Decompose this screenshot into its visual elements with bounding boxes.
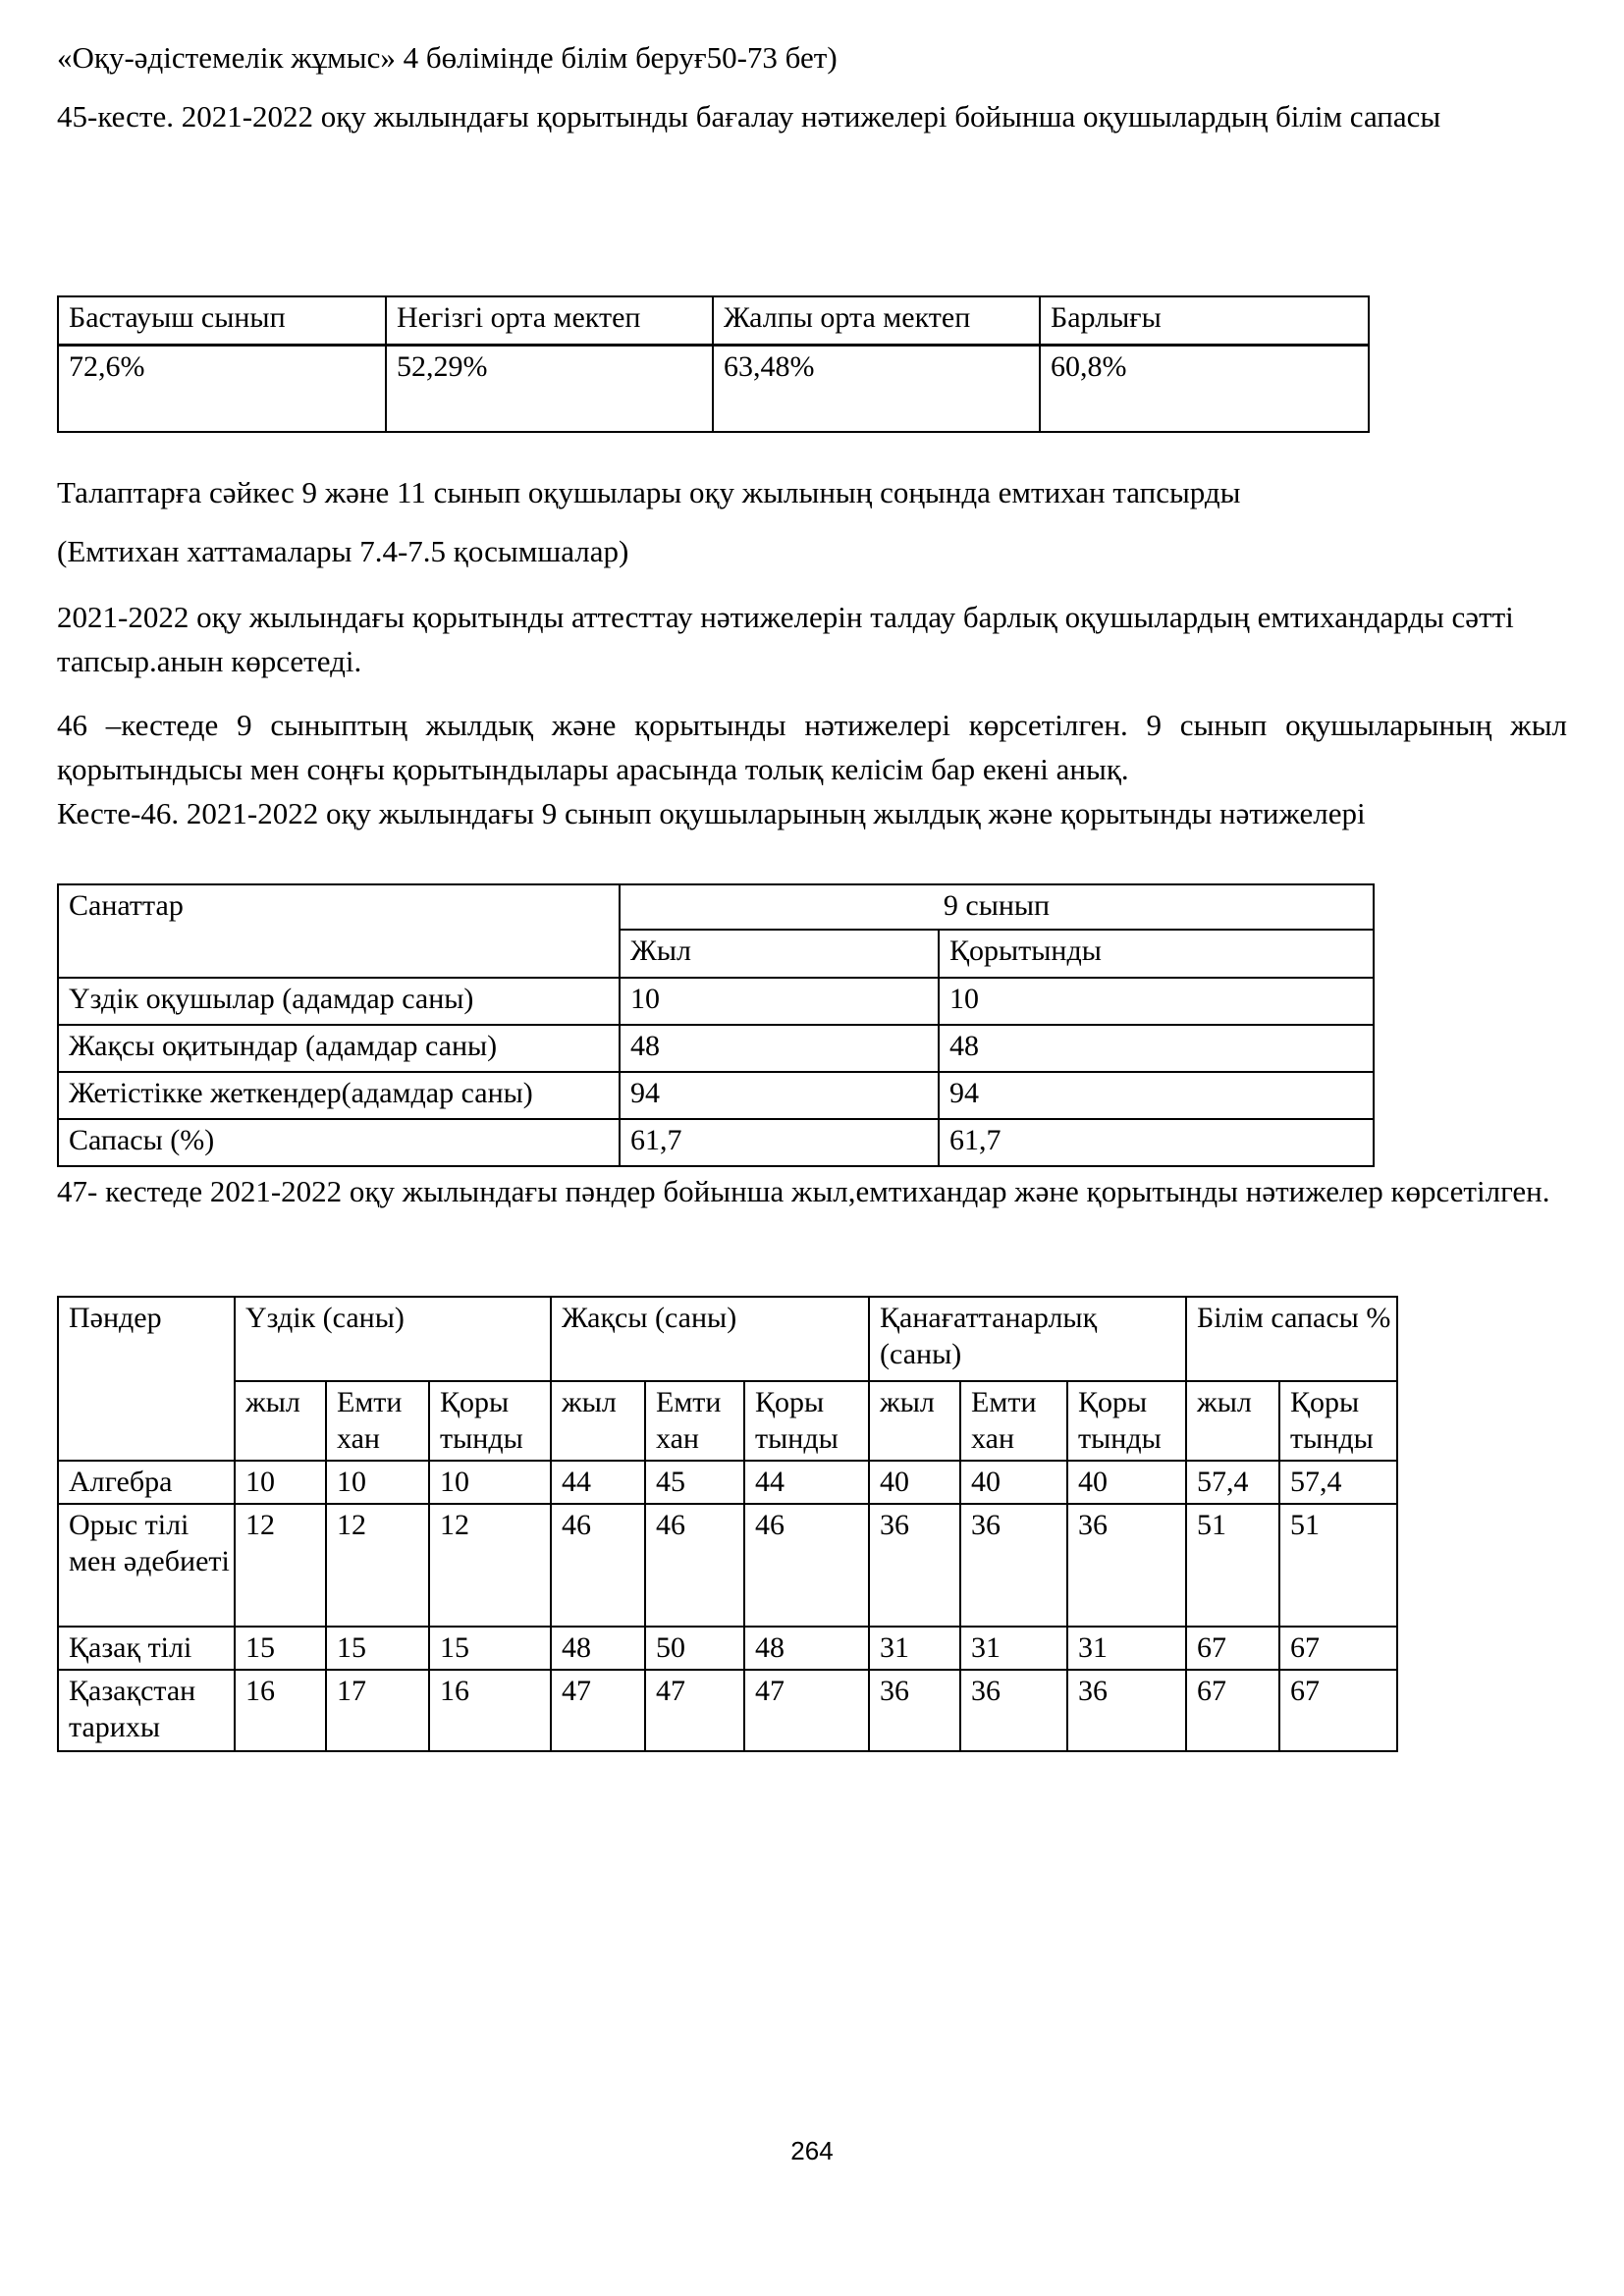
t47-cell: 44	[551, 1461, 645, 1504]
t47-group-satisfactory: Қанағаттанарлық (саны)	[869, 1297, 1186, 1381]
t47-cell: 40	[869, 1461, 960, 1504]
t47-subheader-year: жыл	[869, 1381, 960, 1461]
table-row	[58, 1072, 1374, 1119]
t47-group-quality: Білім сапасы %	[1186, 1297, 1397, 1381]
page-number: 264	[790, 2136, 834, 2165]
t47-cell: 15	[235, 1627, 326, 1670]
table-row	[58, 1461, 1397, 1504]
t47-cell: 36	[869, 1670, 960, 1751]
t46-row-label: Үздік оқушылар (адамдар саны)	[58, 978, 620, 1025]
t47-cell: 47	[744, 1670, 869, 1751]
t47-subheader-exam: Емти хан	[645, 1381, 744, 1461]
table-row	[58, 884, 1374, 930]
table-row	[58, 1504, 1397, 1627]
t47-cell: 40	[1067, 1461, 1186, 1504]
t47-cell: 47	[551, 1670, 645, 1751]
table45-caption: 45-кесте. 2021-2022 оқу жылындағы қорытынды бағалау нәтижелері бойынша оқушылардың білім сапасы	[57, 99, 1441, 133]
t47-cell: 67	[1279, 1670, 1397, 1751]
t46-cell-year: 48	[620, 1025, 939, 1072]
t45-value-general: 63,48%	[713, 346, 1040, 433]
t45-header-general: Жалпы орта мектеп	[713, 296, 1040, 346]
intro-line: «Оқу-әдістемелік жұмыс» 4 бөлімінде білім беруғ50-73 бет)	[57, 40, 838, 75]
t47-cell: 10	[326, 1461, 429, 1504]
t46-row-label: Жетістікке жеткендер(адамдар саны)	[58, 1072, 620, 1119]
table-row	[58, 346, 1369, 433]
t46-cell-year: 61,7	[620, 1119, 939, 1166]
t46-header-categories: Санаттар	[58, 884, 620, 978]
t46-cell-final: 48	[939, 1025, 1374, 1072]
t46-cell-final: 94	[939, 1072, 1374, 1119]
t47-subheader-exam: Емти хан	[326, 1381, 429, 1461]
table-row	[58, 1670, 1397, 1751]
t46-cell-final: 61,7	[939, 1119, 1374, 1166]
paragraph-keste46-intro: 46 –кестеде 9 сыныптың жылдық және қорытынды нәтижелері көрсетілген. 9 сынып оқушыларының жыл қорытындысы мен соңғы қорытындылары арасында толық келісім бар екені анық.	[57, 708, 1567, 786]
t45-header-basic: Негізгі орта мектеп	[386, 296, 713, 346]
t46-header-final: Қорытынды	[939, 930, 1374, 978]
t47-cell: 10	[235, 1461, 326, 1504]
t46-row-label: Сапасы (%)	[58, 1119, 620, 1166]
t47-subheader-year: жыл	[235, 1381, 326, 1461]
t47-cell: 31	[960, 1627, 1067, 1670]
t47-cell: 45	[645, 1461, 744, 1504]
paragraph-attestau: 2021-2022 оқу жылындағы қорытынды аттесттау нәтижелерін талдау барлық оқушылардың емтихандарды сәтті тапсыр.анын көрсетеді.	[57, 600, 1514, 678]
t47-subheader-final: Қоры тынды	[1067, 1381, 1186, 1461]
t47-subject: Орыс тілі мен әдебиеті	[58, 1504, 235, 1627]
t47-subheader-final: Қоры тынды	[429, 1381, 551, 1461]
t47-header-subjects: Пәндер	[58, 1297, 235, 1461]
paragraph-talaptarga: Талаптарға сәйкес 9 және 11 сынып оқушылары оқу жылының соңында емтихан тапсырды	[57, 475, 1241, 509]
t47-cell: 36	[869, 1504, 960, 1627]
t45-value-basic: 52,29%	[386, 346, 713, 433]
table-row	[58, 978, 1374, 1025]
t47-cell: 67	[1186, 1627, 1279, 1670]
t47-group-excellent: Үздік (саны)	[235, 1297, 551, 1381]
t47-cell: 47	[645, 1670, 744, 1751]
table-row	[58, 1627, 1397, 1670]
t47-subject: Қазақстан тарихы	[58, 1670, 235, 1751]
t47-subject: Қазақ тілі	[58, 1627, 235, 1670]
t47-cell: 51	[1279, 1504, 1397, 1627]
table-row	[58, 296, 1369, 346]
t45-header-primary: Бастауыш сынып	[58, 296, 386, 346]
t47-cell: 40	[960, 1461, 1067, 1504]
t47-cell: 46	[645, 1504, 744, 1627]
table-46-grade9-results	[57, 883, 1375, 1167]
t47-subheader-year: жыл	[1186, 1381, 1279, 1461]
t47-cell: 12	[429, 1504, 551, 1627]
t45-value-total: 60,8%	[1040, 346, 1369, 433]
table-row	[58, 1025, 1374, 1072]
t46-row-label: Жақсы оқитындар (адамдар саны)	[58, 1025, 620, 1072]
t46-header-grade9: 9 сынып	[620, 884, 1374, 930]
t47-cell: 57,4	[1279, 1461, 1397, 1504]
t45-value-primary: 72,6%	[58, 346, 386, 433]
t47-cell: 15	[326, 1627, 429, 1670]
table-47-subject-results	[57, 1296, 1398, 1752]
t47-cell: 36	[960, 1670, 1067, 1751]
t47-cell: 16	[235, 1670, 326, 1751]
t47-cell: 44	[744, 1461, 869, 1504]
table-row	[58, 1297, 1397, 1381]
t47-subheader-final: Қоры тынды	[744, 1381, 869, 1461]
t47-cell: 10	[429, 1461, 551, 1504]
t47-cell: 46	[744, 1504, 869, 1627]
table-row	[58, 1119, 1374, 1166]
t47-subheader-exam: Емти хан	[960, 1381, 1067, 1461]
t47-cell: 16	[429, 1670, 551, 1751]
t47-cell: 12	[235, 1504, 326, 1627]
t47-cell: 36	[1067, 1670, 1186, 1751]
table-row	[58, 1381, 1397, 1461]
t47-cell: 50	[645, 1627, 744, 1670]
paragraph-emtihan-protokol: (Емтихан хаттамалары 7.4-7.5 қосымшалар)	[57, 534, 629, 568]
t47-cell: 46	[551, 1504, 645, 1627]
table46-caption: Кесте-46. 2021-2022 оқу жылындағы 9 сынып оқушыларының жылдық және қорытынды нәтижелері	[57, 796, 1366, 830]
t45-header-total: Барлығы	[1040, 296, 1369, 346]
t47-subheader-year: жыл	[551, 1381, 645, 1461]
t47-cell: 67	[1279, 1627, 1397, 1670]
t46-cell-year: 94	[620, 1072, 939, 1119]
t47-cell: 15	[429, 1627, 551, 1670]
t47-cell: 48	[744, 1627, 869, 1670]
t47-cell: 31	[1067, 1627, 1186, 1670]
t47-cell: 67	[1186, 1670, 1279, 1751]
t47-cell: 36	[960, 1504, 1067, 1627]
t47-cell: 31	[869, 1627, 960, 1670]
paragraph-keste47-intro: 47- кестеде 2021-2022 оқу жылындағы пәндер бойынша жыл,емтихандар және қорытынды нәтижелер көрсетілген.	[57, 1174, 1550, 1208]
t47-subject: Алгебра	[58, 1461, 235, 1504]
t46-cell-year: 10	[620, 978, 939, 1025]
t46-header-year: Жыл	[620, 930, 939, 978]
t47-cell: 48	[551, 1627, 645, 1670]
t47-cell: 57,4	[1186, 1461, 1279, 1504]
table-45-quality	[57, 295, 1370, 433]
t46-cell-final: 10	[939, 978, 1374, 1025]
t47-cell: 36	[1067, 1504, 1186, 1627]
t47-group-good: Жақсы (саны)	[551, 1297, 869, 1381]
t47-cell: 51	[1186, 1504, 1279, 1627]
t47-subheader-final: Қоры тынды	[1279, 1381, 1397, 1461]
t47-cell: 12	[326, 1504, 429, 1627]
t47-cell: 17	[326, 1670, 429, 1751]
